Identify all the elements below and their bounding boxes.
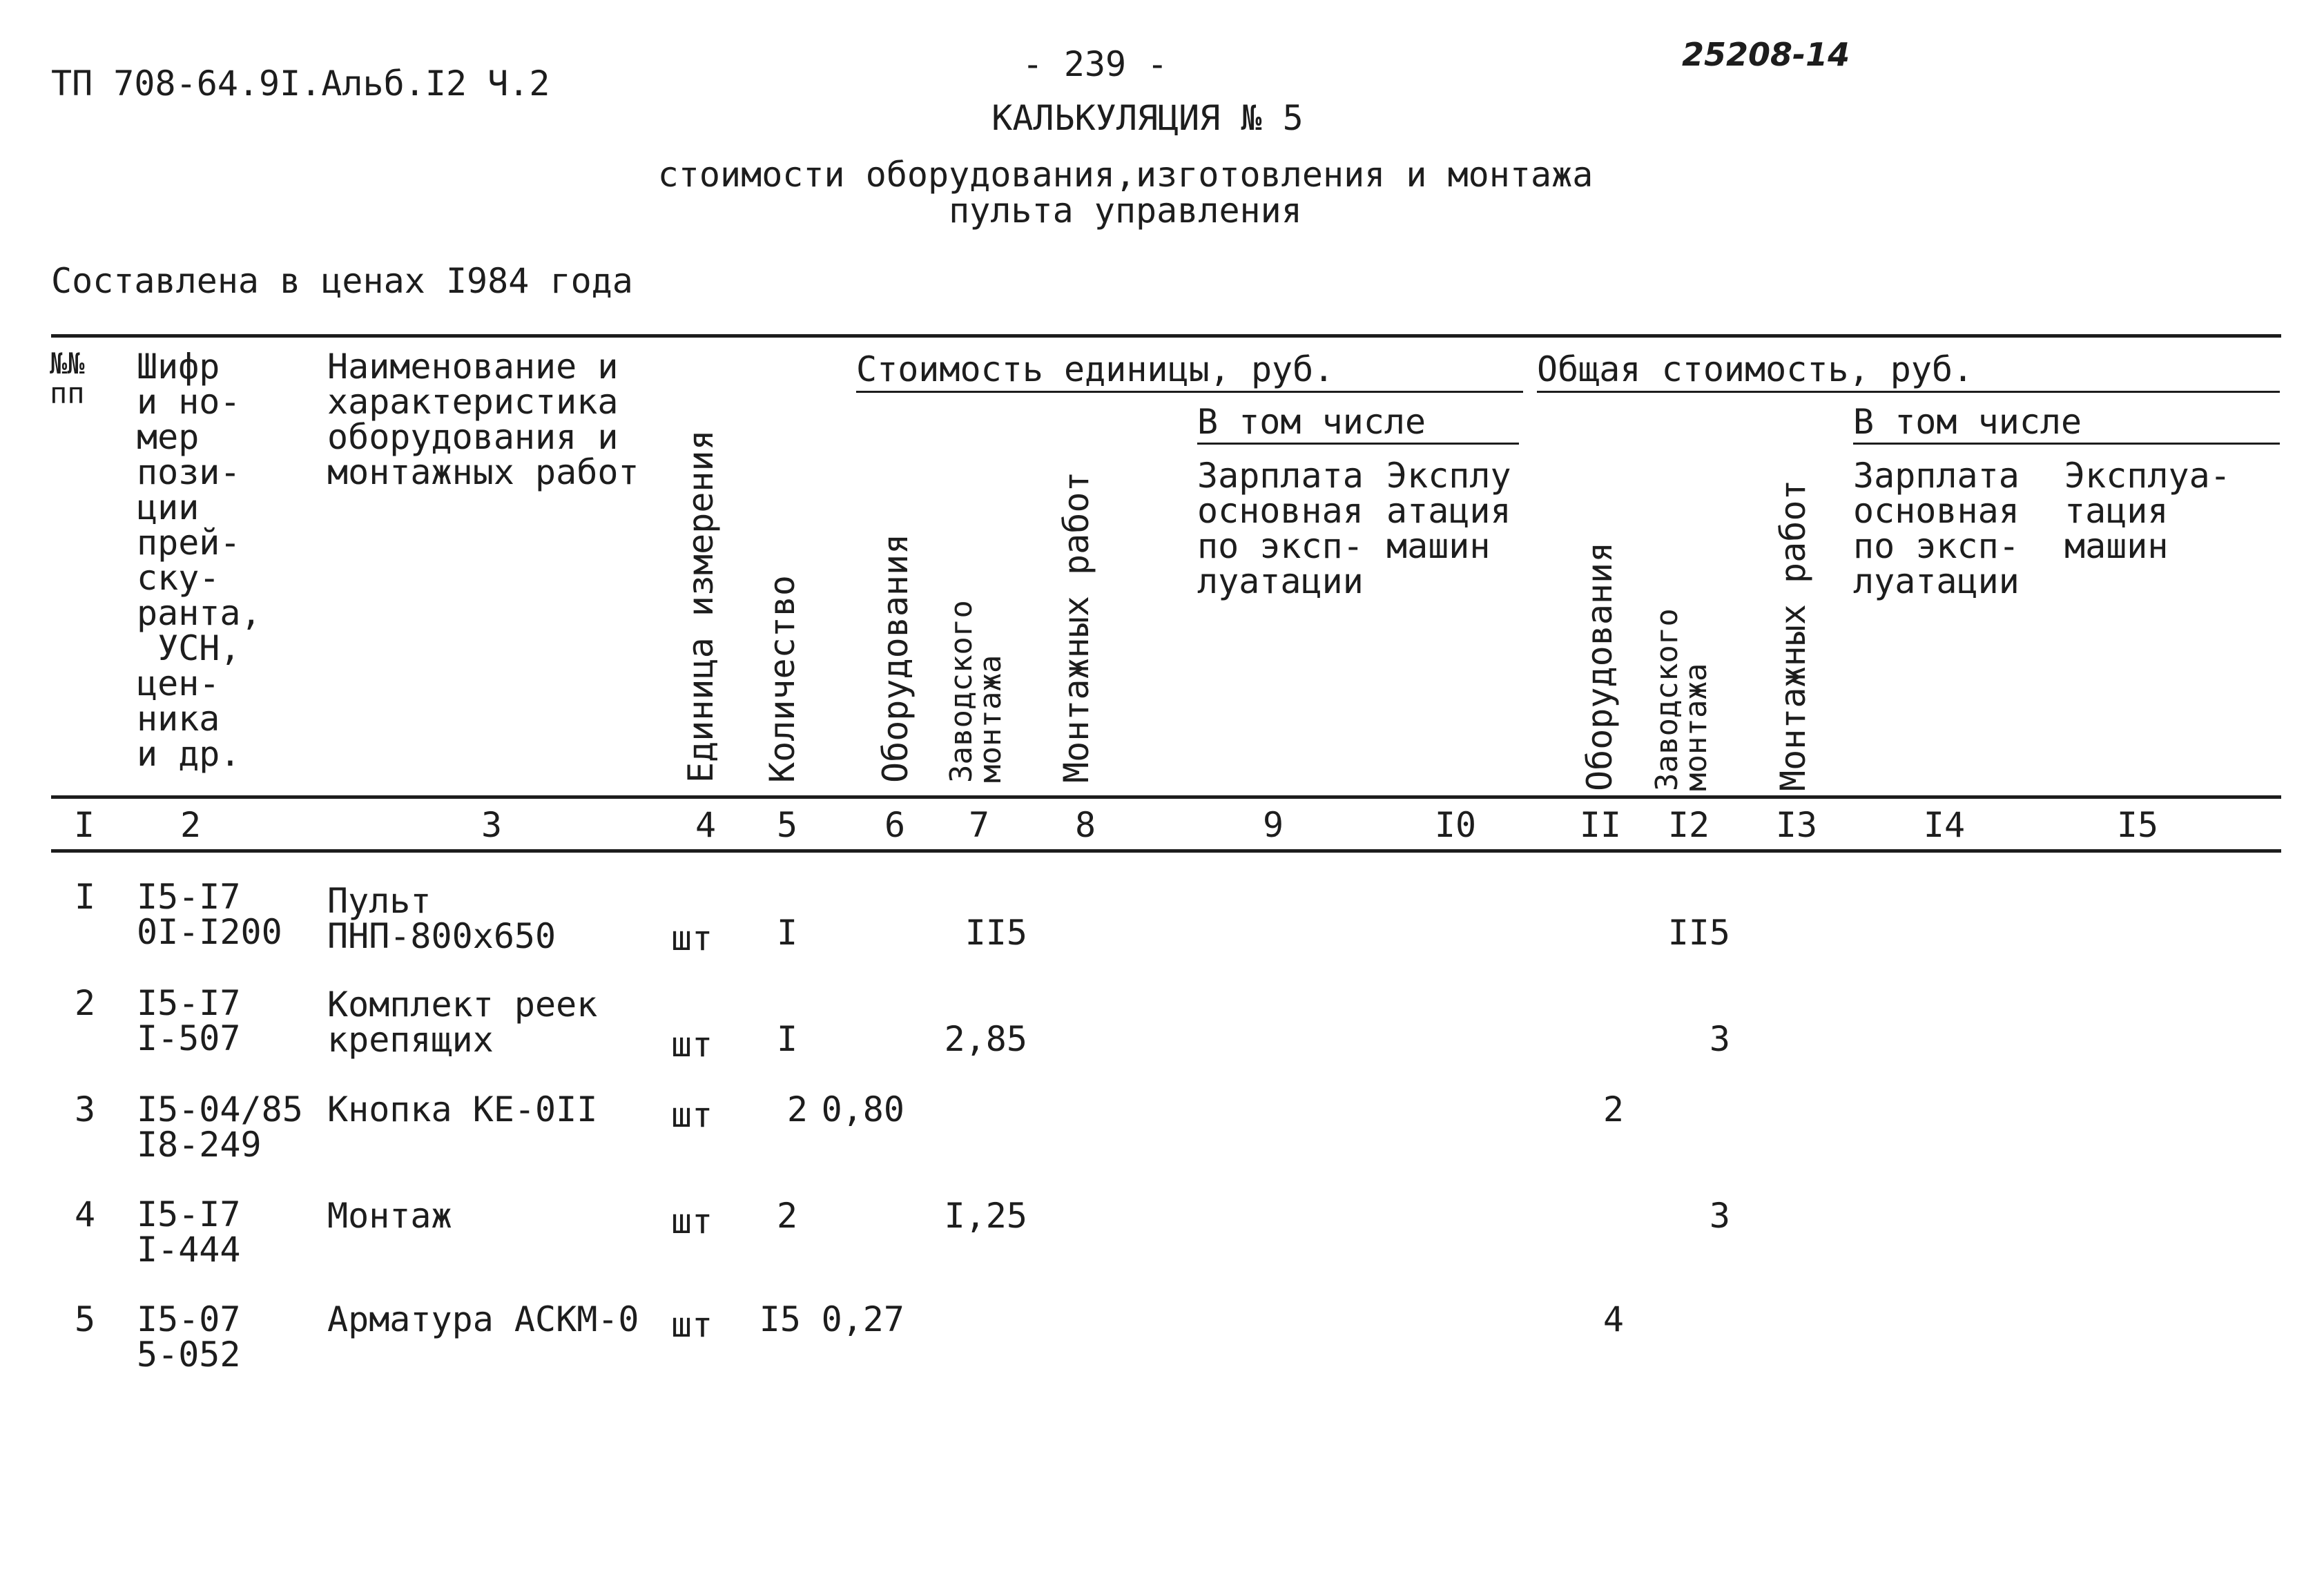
row-name: Арматура АСКМ-0: [327, 1299, 639, 1339]
header-bottom-rule: [51, 795, 2281, 799]
header-unit-including: В том числе: [1197, 402, 1426, 442]
document-reference: ТП 708-64.9I.Альб.I2 Ч.2: [51, 64, 550, 104]
total-cost-underline: [1537, 391, 2280, 393]
column-number: 5: [776, 805, 798, 845]
subtitle-line-2: пульта управления: [949, 191, 1302, 231]
row-code: I5-07 5-052: [137, 1299, 241, 1375]
column-number: 4: [695, 805, 717, 845]
row-quantity: 2: [776, 1196, 798, 1236]
header-unit-equipment: Оборудования: [875, 533, 916, 783]
header-unit-factory-assembly: Заводского монтажа: [944, 600, 1008, 783]
column-number: 7: [968, 805, 990, 845]
total-including-underline: [1853, 443, 2280, 445]
header-total-equipment: Оборудования: [1580, 541, 1620, 791]
row-unit-equipment: 0,27: [821, 1299, 904, 1339]
column-number: 3: [481, 805, 503, 845]
archive-stamp: 25208-14: [1682, 36, 1850, 73]
header-name: Наименование и характеристика оборудования и монтажных работ: [327, 347, 639, 492]
column-number: 6: [884, 805, 906, 845]
header-unit-cost: Стоимость единицы, руб.: [856, 349, 1335, 389]
header-unit-of-measure: Единица измерения: [681, 429, 721, 783]
row-name: Монтаж: [327, 1196, 452, 1236]
row-total-equipment: 2: [1602, 1089, 1624, 1130]
unit-including-underline: [1197, 443, 1519, 445]
row-total-factory-assembly: 3: [1709, 1019, 1730, 1059]
header-unit-machine-ops: Эксплу атация машин: [1386, 456, 1511, 566]
row-quantity: 2: [786, 1089, 808, 1130]
subtitle-line-1: стоимости оборудования,изготовления и монтажа: [657, 155, 1594, 195]
header-quantity: Количество: [762, 574, 802, 783]
row-quantity: I: [776, 913, 798, 953]
row-quantity: I: [776, 1019, 798, 1059]
table-top-rule: [51, 334, 2281, 338]
row-unit: шт: [671, 1305, 713, 1345]
row-code: I5-I7 I-444: [137, 1194, 241, 1270]
header-total-factory-assembly: Заводского монтажа: [1649, 608, 1714, 791]
header-total-machine-ops: Эксплуа- тация машин: [2064, 456, 2231, 566]
column-number: 8: [1074, 805, 1096, 845]
row-unit: шт: [671, 1095, 713, 1135]
header-unit-salary: Зарплата основная по эксп- луатации: [1197, 456, 1364, 601]
row-name: Пульт ПНП-800х650: [327, 881, 556, 956]
row-number: 5: [75, 1299, 96, 1339]
row-number: 2: [75, 983, 96, 1023]
column-number: I3: [1775, 805, 1818, 845]
header-unit-installation-works: Монтажных работ: [1056, 471, 1096, 783]
row-unit-factory-assembly: II5: [965, 913, 1027, 953]
row-total-equipment: 4: [1602, 1299, 1624, 1339]
row-name: Кнопка КЕ-0II: [327, 1089, 598, 1130]
row-number: 3: [75, 1089, 96, 1130]
column-number: I5: [2116, 805, 2159, 845]
row-unit: шт: [671, 1201, 713, 1241]
row-unit-equipment: 0,80: [821, 1089, 904, 1130]
row-unit: шт: [671, 1025, 713, 1065]
column-number: I: [73, 805, 95, 845]
row-unit-factory-assembly: 2,85: [944, 1019, 1027, 1059]
row-number: I: [75, 877, 96, 917]
row-total-factory-assembly: II5: [1667, 913, 1730, 953]
row-name: Комплект реек крепящих: [327, 985, 598, 1060]
prices-note: Составлена в ценах I984 года: [51, 261, 633, 301]
row-code: I5-I7 I-507: [137, 983, 241, 1058]
column-number: I4: [1923, 805, 1966, 845]
page-number: - 239 -: [1022, 44, 1168, 84]
column-number: I2: [1667, 805, 1710, 845]
row-unit: шт: [671, 918, 713, 958]
header-total-installation-works: Монтажных работ: [1773, 479, 1813, 791]
row-code: I5-I7 0I-I200: [137, 877, 282, 952]
page-title: КАЛЬКУЛЯЦИЯ № 5: [991, 98, 1304, 138]
column-number: I0: [1434, 805, 1477, 845]
header-total-salary: Зарплата основная по эксп- луатации: [1853, 456, 2020, 601]
row-total-factory-assembly: 3: [1709, 1196, 1730, 1236]
header-row-number: №№ пп: [50, 347, 85, 410]
column-number-rule: [51, 849, 2281, 853]
column-number: II: [1579, 805, 1622, 845]
unit-cost-underline: [856, 391, 1523, 393]
row-quantity: I5: [759, 1299, 801, 1339]
header-total-including: В том числе: [1853, 402, 2082, 442]
header-code: Шифр и но- мер пози- ции прей- ску- ранта, УСН, цен- ника и др.: [137, 347, 262, 774]
column-number: 2: [180, 805, 202, 845]
row-unit-factory-assembly: I,25: [944, 1196, 1027, 1236]
header-total-cost: Общая стоимость, руб.: [1537, 349, 1974, 389]
row-number: 4: [75, 1194, 96, 1234]
row-code: I5-04/85 I8-249: [137, 1089, 303, 1165]
column-number: 9: [1262, 805, 1284, 845]
